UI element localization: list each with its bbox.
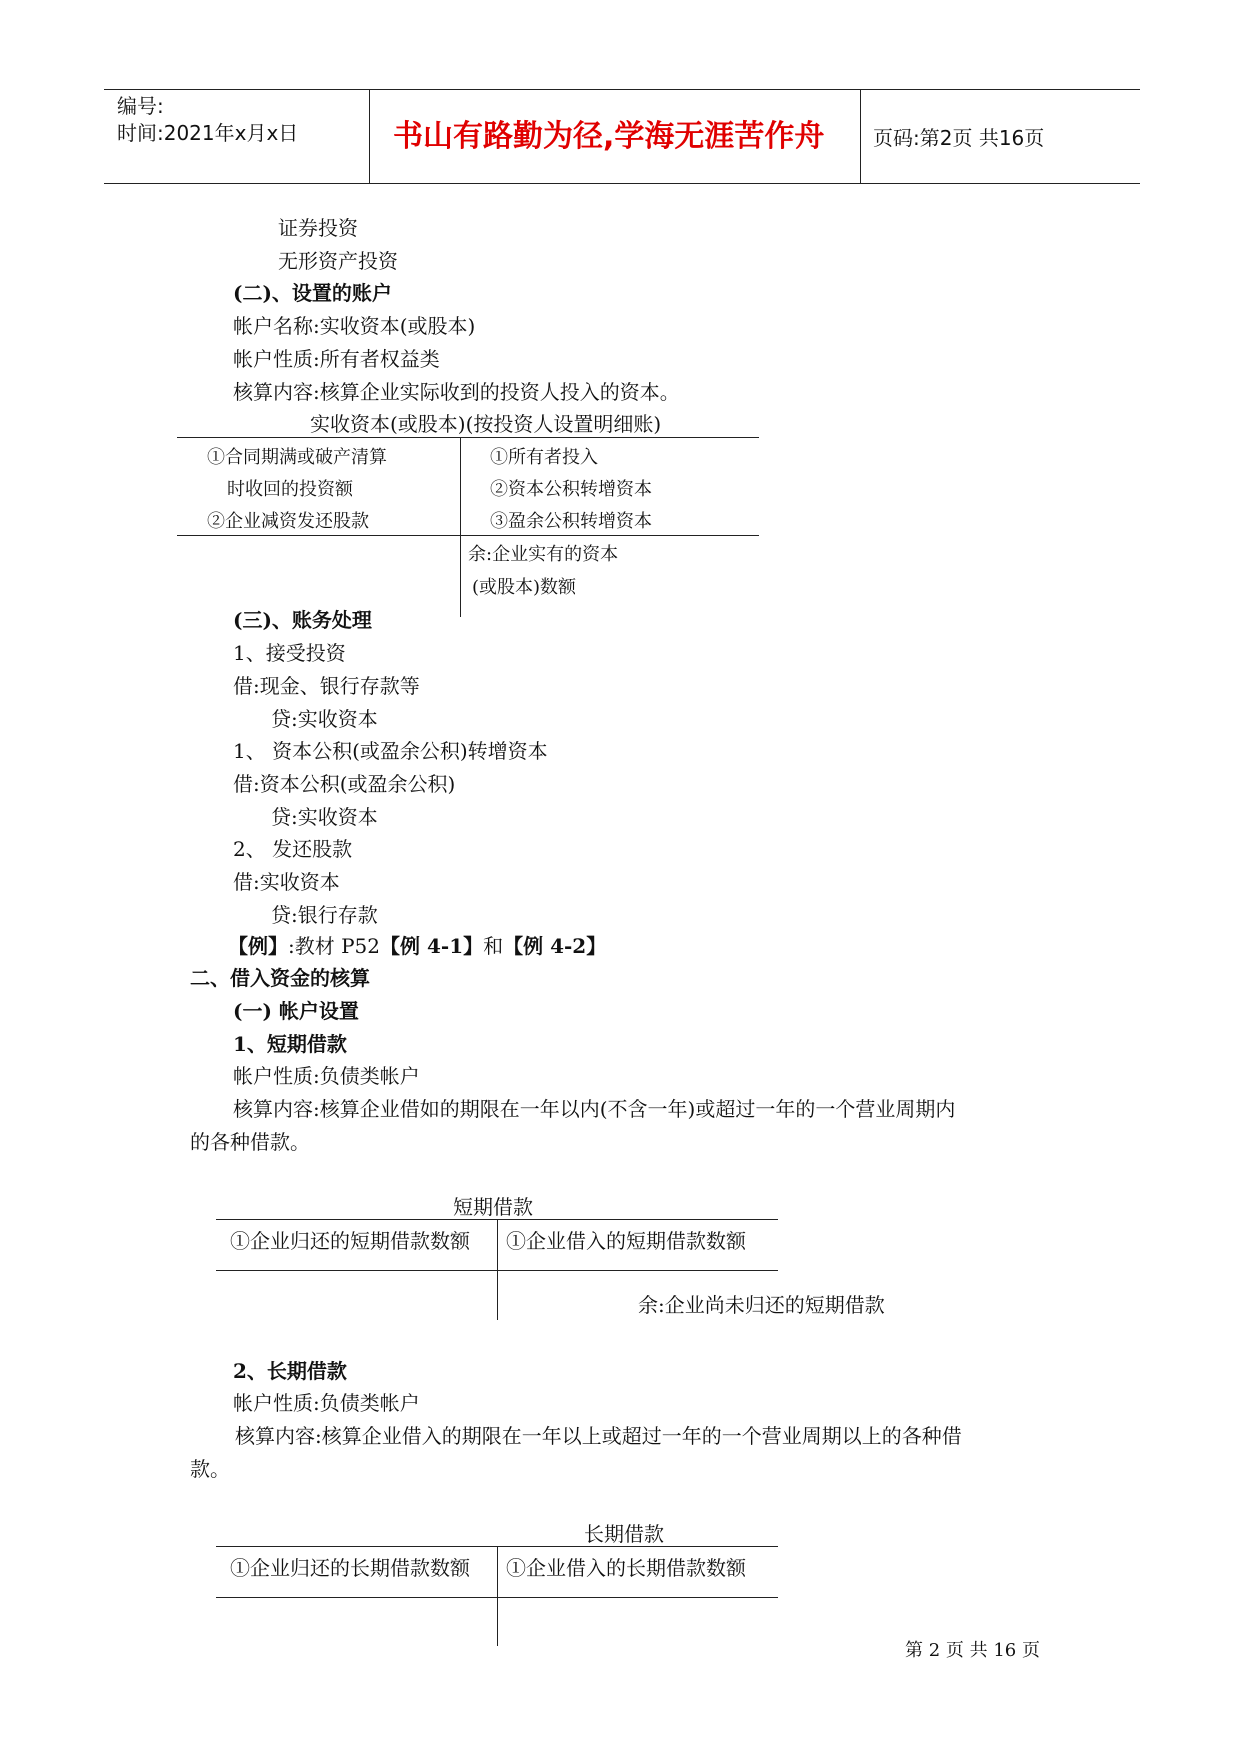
long-credit-entry: ①企业借入的长期借款数额	[506, 1556, 746, 1580]
header-page-label: 页码:第2页 共16页	[873, 126, 1045, 150]
short-credit-entry: ①企业借入的短期借款数额	[506, 1229, 746, 1253]
item-intangible-investment: 无形资产投资	[278, 249, 398, 273]
entry-line-7: 2、 发还股款	[233, 837, 353, 861]
t-account-long-title: 长期借款	[584, 1522, 664, 1546]
example-text: :教材 P52	[288, 934, 381, 958]
capital-balance-line-1: 余:企业实有的资本	[468, 544, 619, 565]
entry-line-5: 借:资本公积(或盈余公积)	[233, 772, 456, 796]
entry-line-3: 贷:实收资本	[271, 707, 378, 731]
t-account-capital-divider	[460, 437, 461, 617]
example-and: 和	[483, 934, 504, 958]
header-divider-right	[860, 89, 861, 183]
item-securities-investment: 证券投资	[278, 216, 358, 240]
entry-line-4: 1、 资本公积(或盈余公积)转增资本	[233, 739, 548, 763]
t-account-long-divider	[497, 1546, 498, 1646]
t-account-short-title: 短期借款	[453, 1195, 533, 1219]
heading-borrowed-funds: 二、借入资金的核算	[190, 966, 370, 990]
short-balance-entry: 余:企业尚未归还的短期借款	[638, 1293, 885, 1317]
header-top-rule	[104, 89, 1140, 90]
footer-page-number: 第 2 页 共 16 页	[905, 1640, 1040, 1661]
long-debit-entry: ①企业归还的长期借款数额	[230, 1556, 470, 1580]
heading-account-setting: (一) 帐户设置	[233, 999, 359, 1023]
t-account-capital-title: 实收资本(或股本)(按投资人设置明细账)	[310, 412, 662, 436]
t-account-short-mid-rule	[216, 1270, 778, 1271]
long-term-content-1: 核算内容:核算企业借入的期限在一年以上或超过一年的一个营业周期以上的各种借	[235, 1424, 962, 1448]
capital-debit-line-3: ②企业减资发还股款	[207, 511, 369, 532]
account-nature-line: 帐户性质:所有者权益类	[233, 347, 440, 371]
long-term-content-2: 款。	[190, 1457, 230, 1481]
short-term-content-2: 的各种借款。	[190, 1130, 310, 1154]
capital-credit-line-3: ③盈余公积转增资本	[490, 511, 652, 532]
header-bottom-rule	[104, 183, 1140, 184]
t-account-capital-top-rule	[177, 437, 759, 438]
capital-balance-line-2: (或股本)数额	[472, 577, 577, 598]
capital-credit-line-1: ①所有者投入	[490, 447, 598, 468]
entry-line-2: 借:现金、银行存款等	[233, 674, 420, 698]
header-number-label: 编号:	[117, 94, 164, 118]
entry-line-1: 1、接受投资	[233, 641, 346, 665]
example-4-2: 【例 4-2】	[503, 934, 607, 958]
header-motto: 书山有路勤为径,学海无涯苦作舟	[393, 119, 825, 154]
short-term-content-1: 核算内容:核算企业借如的期限在一年以内(不含一年)或超过一年的一个营业周期内	[233, 1097, 956, 1121]
short-term-nature: 帐户性质:负债类帐户	[233, 1064, 420, 1088]
capital-debit-line-2: 时收回的投资额	[227, 479, 353, 500]
account-content-line: 核算内容:核算企业实际收到的投资人投入的资本。	[233, 380, 680, 404]
capital-debit-line-1: ①合同期满或破产清算	[207, 447, 387, 468]
example-reference	[228, 934, 606, 958]
example-open-bracket: 【例】	[228, 934, 288, 958]
heading-account-setup: (二)、设置的账户	[233, 281, 392, 305]
capital-credit-line-2: ②资本公积转增资本	[490, 479, 652, 500]
entry-line-8: 借:实收资本	[233, 870, 340, 894]
header-divider-left	[369, 89, 370, 183]
entry-line-9: 贷:银行存款	[271, 903, 378, 927]
heading-short-term-loan: 1、短期借款	[233, 1032, 347, 1056]
t-account-capital-mid-rule	[177, 535, 759, 536]
t-account-long-mid-rule	[216, 1597, 778, 1598]
short-debit-entry: ①企业归还的短期借款数额	[230, 1229, 470, 1253]
heading-accounting-treatment: (三)、账务处理	[233, 608, 372, 632]
account-name-line: 帐户名称:实收资本(或股本)	[233, 314, 476, 338]
heading-long-term-loan: 2、长期借款	[233, 1359, 347, 1383]
entry-line-6: 贷:实收资本	[271, 805, 378, 829]
header-time-label: 时间:2021年x月x日	[117, 121, 299, 145]
example-4-1: 【例 4-1】	[380, 934, 484, 958]
long-term-nature: 帐户性质:负债类帐户	[233, 1391, 420, 1415]
